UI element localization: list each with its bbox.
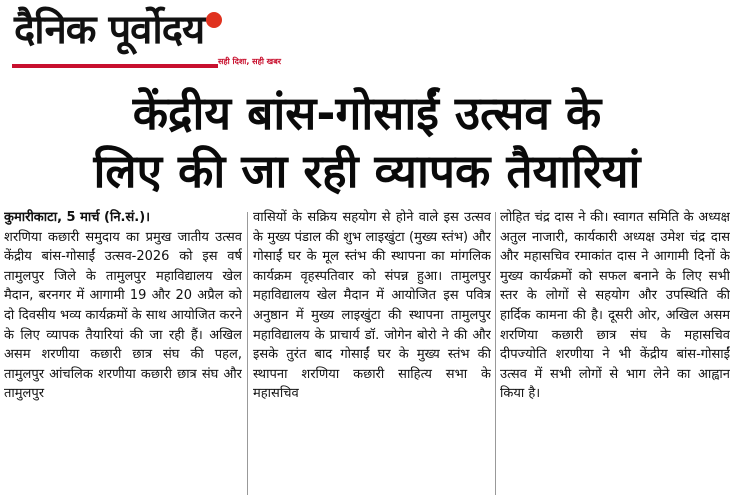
column-divider	[495, 212, 496, 495]
masthead-rule	[12, 64, 218, 68]
masthead	[0, 0, 734, 78]
article-body	[0, 208, 734, 495]
headline	[0, 84, 734, 200]
column-3-text: लोहित चंद्र दास ने की। स्वागत समिति के अध्यक्ष अतुल नाजारी, कार्यकारी अध्यक्ष उमेश चंद्र दास और महासचिव रमाकांत दास ने आगामी दिनों के मुख्य कार्यक्रमों को सफल बनाने के लिए सभी स्तर के लोगों से सहयोग और उपस्थिति की हार्दिक कामना की है। दूसरी ओर, अखिल असम शरणिया कछारी छात्र संघ के महासचिव दीपज्योति शरणीया ने भी केंद्रीय बांस-गोसाईं उत्सव में सभी लोगों से भाग लेने का आह्वान किया है।	[500, 210, 730, 402]
column-1-text: शरणिया कछारी समुदाय का प्रमुख जातीय उत्सव केंद्रीय बांस-गोसाईं उत्सव-2026 को इस वर्ष तामुलपुर जिले के तामुलपुर महाविद्यालय खेल मैदान, बरनगर में आगामी 19 और 20 अप्रैल को दो दिवसीय भव्य कार्यक्रमों के साथ आयोजित करने के लिए व्यापक तैयारियां की जा रही हैं। अखिल असम शरणीया कछारी छात्र संघ की पहल, तामुलपुर आंचलिक शरणीया कछारी छात्र संघ और तामुलपुर	[4, 229, 242, 402]
logo-text: दैनिक पूर्वोदय	[14, 7, 205, 53]
newspaper-logo	[14, 6, 222, 54]
column-divider	[247, 212, 248, 495]
headline-line-1: केंद्रीय बांस-गोसाईं उत्सव के	[132, 86, 602, 140]
article-column-2	[253, 208, 491, 495]
column-2-text: वासियों के सक्रिय सहयोग से होने वाले इस उत्सव के मुख्य पंडाल की शुभ लाइखुंटा (मुख्य स्तंभ) और गोसाईं घर के मूल स्तंभ की स्थापना का मांगलिक कार्यक्रम वृहस्पतिवार को संपन्न हुआ। तामुलपुर महाविद्यालय खेल मैदान में आयोजित इस पवित्र अनुष्ठान में मुख्य लाइखुंटा की स्थापना तामुलपुर महाविद्यालय के प्राचार्य डॉ. जोगेन बोरो ने की और इसके तुरंत बाद गोसाईं घर के मुख्य स्तंभ की स्थापना शरणिया कछारी साहित्य सभा के महासचिव	[253, 210, 491, 402]
article-column-3	[500, 208, 730, 495]
headline-line-2: लिए की जा रही व्यापक तैयारियां	[93, 144, 641, 198]
dateline: कुमारीकाटा, 5 मार्च (नि.सं.)।	[4, 210, 151, 225]
tagline: सही दिशा, सही खबर	[218, 57, 282, 66]
article-column-1	[4, 208, 242, 495]
logo-dot-icon	[206, 12, 222, 28]
